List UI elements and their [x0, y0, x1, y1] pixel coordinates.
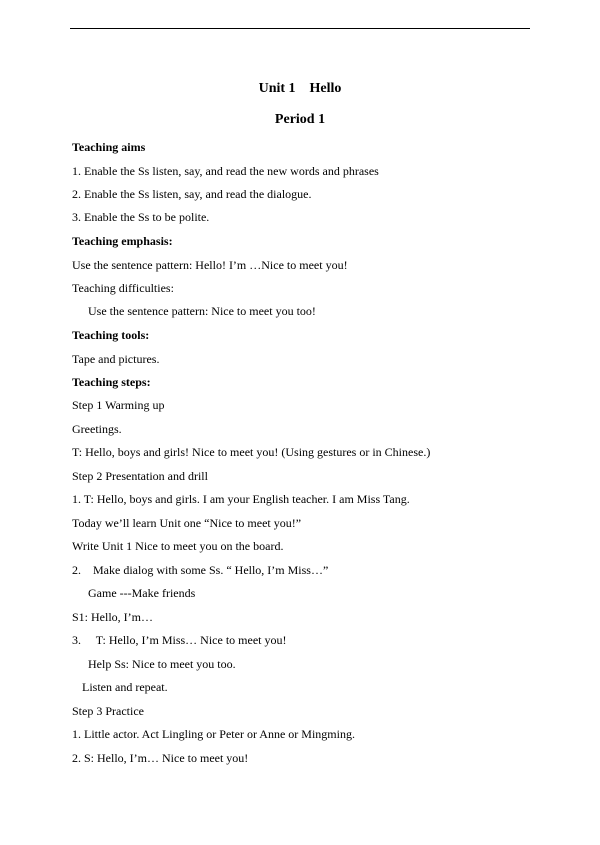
period-title: Period 1	[274, 112, 326, 127]
aims-heading: Teaching aims	[72, 140, 146, 154]
step1-line-1: Greetings.	[72, 422, 122, 436]
emphasis-heading: Teaching emphasis:	[72, 234, 173, 248]
step3-line-1: 1. Little actor. Act Lingling or Peter or Anne or Mingming.	[72, 727, 355, 741]
unit-title: Unit 1 Hello	[258, 81, 342, 96]
step2-line-6: S1: Hello, I’m…	[72, 610, 153, 624]
step2-line-3: Write Unit 1 Nice to meet you on the board.	[72, 539, 284, 553]
step2-line-4: 2. Make dialog with some Ss. “ Hello, I’m Miss…”	[72, 563, 329, 577]
emphasis-text: Use the sentence pattern: Hello! I’m …Nice to meet you!	[72, 258, 348, 272]
aims-item-1: 1. Enable the Ss listen, say, and read the new words and phrases	[72, 164, 379, 178]
tools-text: Tape and pictures.	[72, 352, 160, 366]
step2-line-1: 1. T: Hello, boys and girls. I am your English teacher. I am Miss Tang.	[72, 492, 410, 506]
difficulties-heading: Teaching difficulties:	[72, 281, 174, 295]
aims-item-3: 3. Enable the Ss to be polite.	[72, 210, 210, 224]
step2-line-8: Help Ss: Nice to meet you too.	[88, 657, 236, 671]
tools-heading: Teaching tools:	[72, 328, 150, 342]
step1-title: Step 1 Warming up	[72, 398, 165, 412]
step2-line-9: Listen and repeat.	[82, 680, 168, 694]
step1-line-2: T: Hello, boys and girls! Nice to meet you! (Using gestures or in Chinese.)	[72, 445, 431, 459]
header-rule	[70, 28, 530, 29]
difficulties-text: Use the sentence pattern: Nice to meet you too!	[88, 304, 316, 318]
step2-title: Step 2 Presentation and drill	[72, 469, 208, 483]
step2-line-5: Game ---Make friends	[88, 586, 196, 600]
step2-line-2: Today we’ll learn Unit one “Nice to meet you!”	[72, 516, 302, 530]
aims-item-2: 2. Enable the Ss listen, say, and read the dialogue.	[72, 187, 312, 201]
step3-line-2: 2. S: Hello, I’m… Nice to meet you!	[72, 751, 249, 765]
step3-title: Step 3 Practice	[72, 704, 144, 718]
steps-heading: Teaching steps:	[72, 375, 151, 389]
step2-line-7: 3. T: Hello, I’m Miss… Nice to meet you!	[72, 633, 287, 647]
